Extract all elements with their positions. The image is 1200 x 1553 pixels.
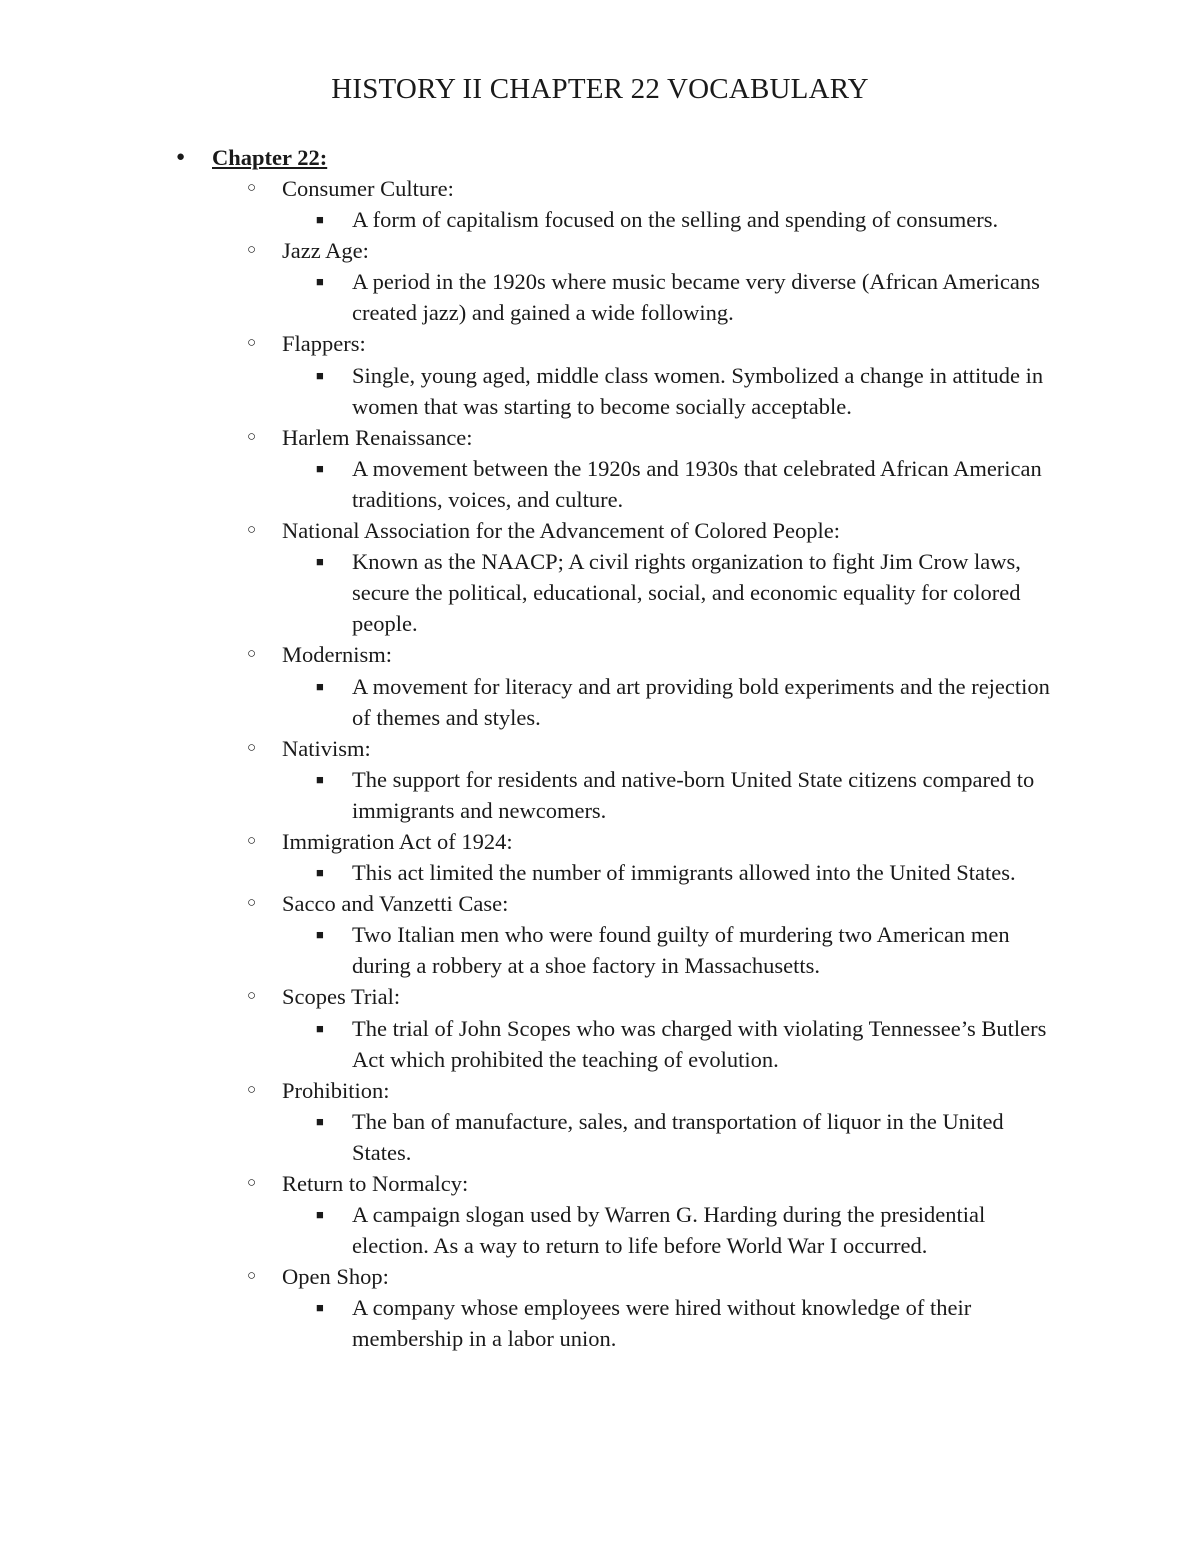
document-title: HISTORY II CHAPTER 22 VOCABULARY	[331, 73, 869, 105]
vocab-definition	[0, 1106, 1062, 1168]
vocab-term-label: Modernism:	[282, 642, 392, 668]
hollow-circle-bullet-icon: ○	[247, 646, 257, 663]
vocab-definition	[0, 204, 1062, 235]
vocab-definition-text: The trial of John Scopes who was charged with violating Tennessee’s Butlers Act which prohibited the teaching of evolution.	[352, 1015, 1047, 1072]
vocab-term	[0, 1075, 1200, 1106]
hollow-circle-bullet-icon: ○	[247, 428, 257, 445]
vocab-term	[0, 515, 1200, 546]
square-bullet-icon: ■	[316, 274, 324, 290]
vocab-definition-text: A movement between the 1920s and 1930s that celebrated African American traditions, voices, and culture.	[352, 455, 1042, 512]
hollow-circle-bullet-icon: ○	[247, 1081, 257, 1098]
hollow-circle-bullet-icon: ○	[247, 180, 257, 196]
vocab-term	[0, 422, 1200, 453]
vocab-definition	[0, 919, 1062, 981]
vocab-definition-text: A form of capitalism focused on the selling and spending of consumers.	[352, 207, 999, 233]
square-bullet-icon: ■	[316, 927, 324, 943]
vocab-term	[0, 981, 1200, 1012]
square-bullet-icon: ■	[316, 212, 324, 228]
square-bullet-icon: ■	[316, 1300, 324, 1316]
vocab-definition	[0, 546, 1062, 639]
square-bullet-icon: ■	[316, 771, 324, 787]
vocab-definition-text: The ban of manufacture, sales, and transportation of liquor in the United States.	[352, 1108, 1004, 1165]
vocab-definition	[0, 764, 1062, 826]
vocab-term-label: Nativism:	[282, 735, 371, 761]
bullet-dot-icon: ●	[176, 149, 186, 165]
vocab-definition-text: A period in the 1920s where music became very diverse (African Americans created jazz) and gained a wide following.	[352, 269, 1040, 326]
vocab-definition	[0, 1199, 1062, 1261]
hollow-circle-bullet-icon: ○	[247, 895, 257, 912]
square-bullet-icon: ■	[316, 678, 324, 694]
vocab-definition-text: This act limited the number of immigrants allowed into the United States.	[352, 860, 1016, 886]
vocab-term	[0, 173, 1200, 204]
hollow-circle-bullet-icon: ○	[247, 1268, 257, 1285]
vocab-term-label: Flappers:	[282, 331, 366, 357]
vocab-definition	[0, 671, 1062, 733]
vocab-definition-text: A movement for literacy and art providing bold experiments and the rejection of themes and styles.	[352, 673, 1050, 730]
vocab-term	[0, 826, 1200, 857]
vocab-term	[0, 888, 1200, 919]
vocab-term-label: Harlem Renaissance:	[282, 424, 473, 450]
vocab-term-label: Prohibition:	[282, 1077, 390, 1103]
vocab-definition	[0, 266, 1062, 328]
vocab-definition-text: Single, young aged, middle class women. Symbolized a change in attitude in women that was starting to become socially acceptable.	[352, 362, 1044, 419]
vocab-definition	[0, 453, 1062, 515]
vocab-definition-text: The support for residents and native-born United State citizens compared to immigrants and newcomers.	[352, 766, 1035, 823]
square-bullet-icon: ■	[316, 1020, 324, 1036]
vocab-term-label: Return to Normalcy:	[282, 1171, 469, 1196]
vocab-definition-text: Known as the NAACP; A civil rights organization to fight Jim Crow laws, secure the political, educational, social, and economic equality for colored people.	[352, 549, 1021, 637]
vocab-term-label: Immigration Act of 1924:	[282, 828, 513, 854]
vocab-term-label: National Association for the Advancement of Colored People:	[282, 518, 840, 544]
hollow-circle-bullet-icon: ○	[247, 1175, 257, 1191]
vocab-term-label: Open Shop:	[282, 1264, 389, 1290]
square-bullet-icon: ■	[316, 1113, 324, 1129]
vocab-term-label: Sacco and Vanzetti Case:	[282, 891, 509, 917]
vocabulary-list	[0, 173, 1200, 1355]
square-bullet-icon: ■	[316, 367, 324, 383]
square-bullet-icon: ■	[316, 1207, 324, 1223]
square-bullet-icon: ■	[316, 865, 324, 881]
vocab-term	[0, 328, 1200, 359]
hollow-circle-bullet-icon: ○	[247, 522, 257, 539]
square-bullet-icon: ■	[316, 460, 324, 476]
vocab-definition-text: A campaign slogan used by Warren G. Harding during the presidential election. As a way to return to life before World War I occurred.	[352, 1202, 986, 1259]
vocab-term	[0, 733, 1200, 764]
vocab-definition	[0, 1013, 1062, 1075]
vocab-term-label: Consumer Culture:	[282, 176, 454, 201]
square-bullet-icon: ■	[316, 554, 324, 570]
vocab-definition	[0, 360, 1062, 422]
vocab-definition-text: A company whose employees were hired without knowledge of their membership in a labor union.	[352, 1295, 972, 1352]
hollow-circle-bullet-icon: ○	[247, 988, 257, 1005]
vocab-definition-text: Two Italian men who were found guilty of murdering two American men during a robbery at a shoe factory in Massachusetts.	[352, 922, 1010, 979]
chapter-heading: Chapter 22:	[212, 145, 328, 170]
vocab-term	[0, 1261, 1200, 1292]
vocab-definition	[0, 857, 1062, 888]
vocab-definition	[0, 1292, 1062, 1354]
vocab-term	[0, 1168, 1200, 1199]
hollow-circle-bullet-icon: ○	[247, 242, 257, 259]
vocab-term-label: Scopes Trial:	[282, 984, 401, 1010]
hollow-circle-bullet-icon: ○	[247, 335, 257, 352]
hollow-circle-bullet-icon: ○	[247, 832, 257, 849]
hollow-circle-bullet-icon: ○	[247, 739, 257, 756]
vocab-term	[0, 639, 1200, 670]
vocab-term	[0, 235, 1200, 266]
vocab-term-label: Jazz Age:	[282, 238, 369, 264]
